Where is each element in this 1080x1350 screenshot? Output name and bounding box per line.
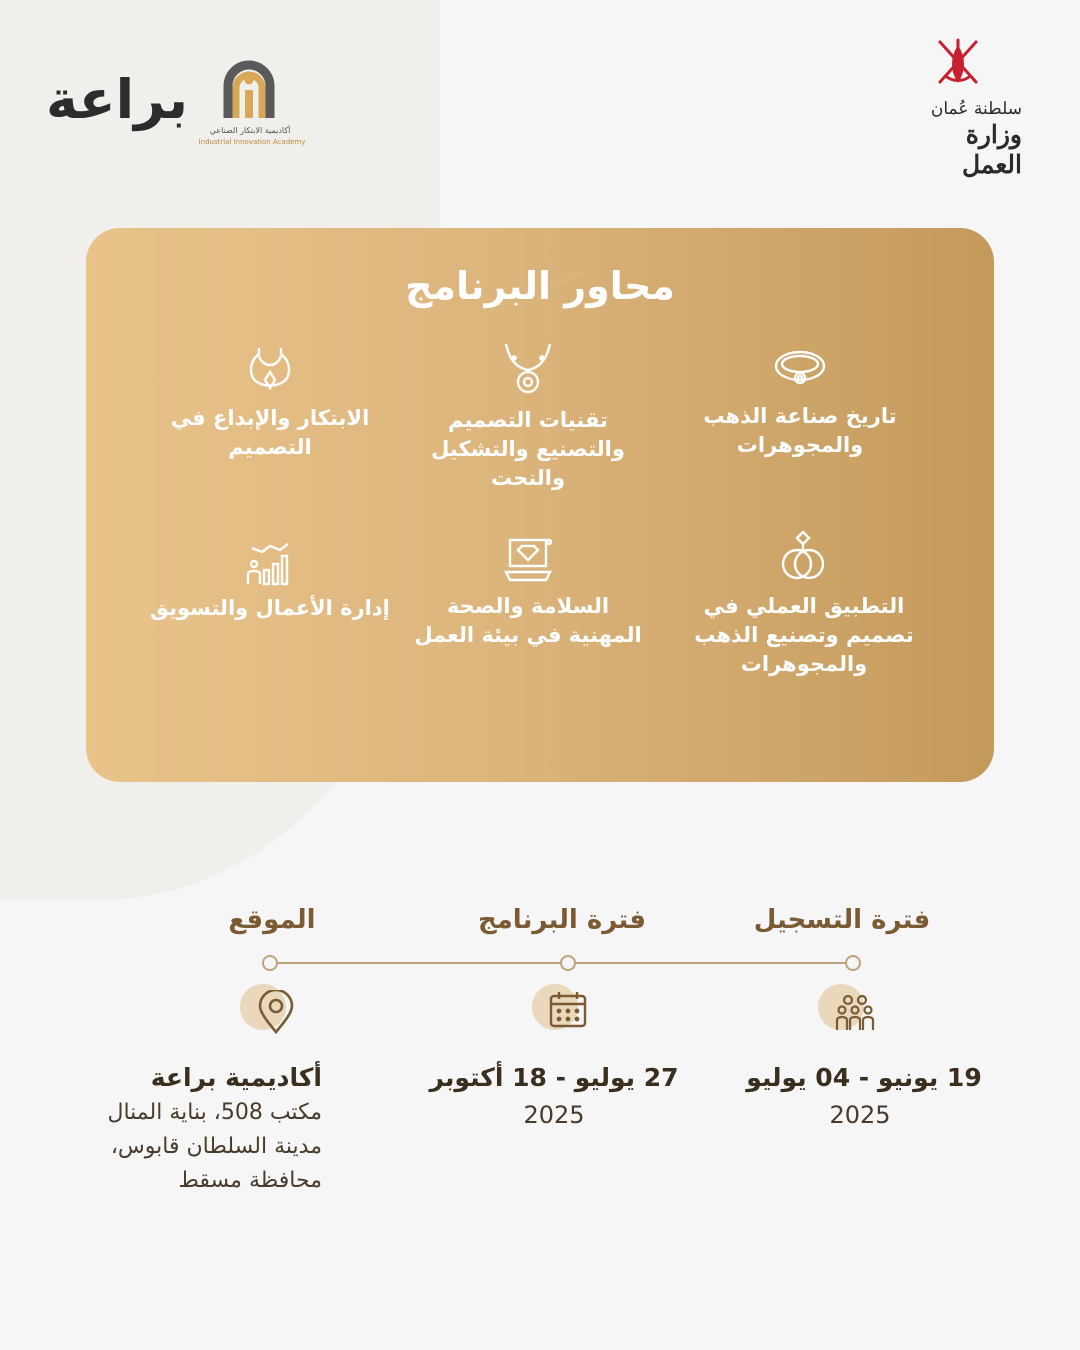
location-address bbox=[40, 1096, 322, 1198]
diamond-laptop-icon bbox=[502, 536, 554, 584]
registration-year: 2025 bbox=[829, 1101, 891, 1129]
axis-item-safety bbox=[408, 536, 648, 650]
location-heading: الموقع bbox=[228, 905, 316, 935]
program-icon-wrap bbox=[532, 984, 606, 1044]
oman-emblem-icon bbox=[930, 36, 986, 92]
program-heading: فترة البرنامج bbox=[477, 905, 647, 935]
axis-label: الابتكار والإبداع في التصميم bbox=[170, 406, 370, 459]
necklace-icon bbox=[245, 344, 295, 396]
registration-heading: فترة التسجيل bbox=[753, 905, 931, 935]
academy-logo bbox=[196, 56, 308, 152]
program-axes-title: محاور البرنامج bbox=[405, 264, 675, 308]
business-chart-icon bbox=[246, 540, 294, 586]
rings-icon bbox=[777, 528, 831, 584]
ministry-country-text: سلطنة عُمان bbox=[930, 99, 1022, 119]
address-line: محافظة مسقط bbox=[178, 1168, 322, 1193]
timeline-dot-program bbox=[560, 955, 576, 971]
axis-item-business bbox=[150, 540, 390, 623]
axis-label: التطبيق العملي في تصميم وتصنيع الذهب والمجوهرات bbox=[694, 594, 914, 676]
program-year: 2025 bbox=[523, 1101, 585, 1129]
academy-mark-icon bbox=[218, 56, 280, 122]
ministry-name-text: وزارة العمل bbox=[961, 120, 1022, 179]
location-name: أكاديمية براعة bbox=[150, 1063, 322, 1092]
academy-name-en: Industrial Innovation Academy bbox=[198, 138, 306, 146]
baraah-logo: براعة bbox=[45, 68, 188, 131]
program-dates: 27 يوليو - 18 أكتوبر bbox=[429, 1063, 679, 1092]
axis-label: تقنيات التصميم والتصنيع والتشكيل والنحت bbox=[431, 408, 625, 490]
location-pin-icon bbox=[256, 990, 296, 1034]
timeline-dot-registration bbox=[845, 955, 861, 971]
axis-label: السلامة والصحة المهنية في بيئة العمل bbox=[414, 594, 642, 647]
axis-item-design-techniques bbox=[408, 340, 648, 493]
registration-dates: 19 يونيو - 04 يوليو bbox=[746, 1063, 982, 1092]
axis-label: تاريخ صناعة الذهب والمجوهرات bbox=[703, 404, 897, 457]
people-group-icon bbox=[834, 990, 876, 1032]
address-line: مدينة السلطان قابوس، bbox=[110, 1134, 322, 1159]
ministry-logo bbox=[902, 36, 1022, 179]
location-icon-wrap bbox=[240, 984, 314, 1044]
academy-name-ar: أكاديمية الابتكار الصناعي bbox=[209, 126, 291, 135]
axis-item-gold-history bbox=[680, 344, 920, 460]
pendant-icon bbox=[500, 340, 556, 398]
axis-item-practical-application bbox=[684, 528, 924, 679]
timeline-dot-location bbox=[262, 955, 278, 971]
registration-icon-wrap bbox=[818, 984, 892, 1044]
bracelet-icon bbox=[772, 344, 828, 394]
address-line: مكتب 508، بناية المنال bbox=[107, 1100, 322, 1125]
calendar-icon bbox=[548, 990, 588, 1030]
axis-label: إدارة الأعمال والتسويق bbox=[150, 596, 390, 620]
axis-item-innovation bbox=[150, 344, 390, 462]
